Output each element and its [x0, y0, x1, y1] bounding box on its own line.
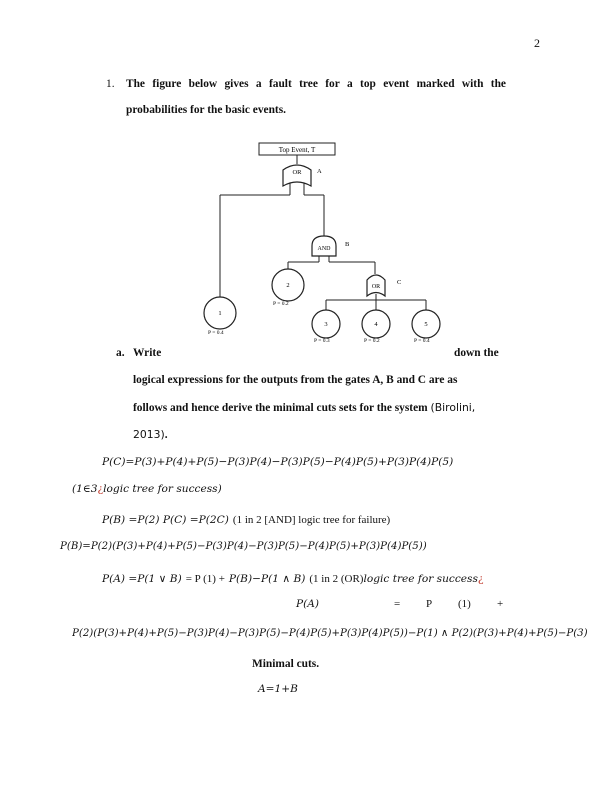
- eq-pa2-equals: =: [394, 598, 401, 610]
- part-a-line3-text: follows and hence derive the minimal cuts sets for the system: [133, 402, 428, 414]
- eq-pa-expanded: P(2)(P(3)+P(4)+P(5)−P(3)P(4)−P(3)P(5)−P(4)P(5)+P(3)P(4)P(5))−P(1) ∧ P(2)(P(3)+P(4)+P(5)−P(3): [72, 628, 588, 639]
- eq-pb-note: (1 in 2 [AND] logic tree for failure): [232, 514, 391, 526]
- gate-c-tag: C: [397, 279, 402, 286]
- eq-c-note-close: ): [217, 483, 222, 495]
- eq-pa-p1: = P (1) +: [185, 573, 225, 585]
- event-4-prob: P = 0.2: [364, 338, 380, 344]
- eq-pb-expanded: P(B)=P(2)(P(3)+P(4)+P(5)−P(3)P(4)−P(3)P(5)−P(4)P(5)+P(3)P(4)P(5)): [60, 541, 427, 552]
- eq-pa2-one: (1): [458, 598, 471, 610]
- question-number: 1.: [106, 78, 115, 90]
- and-gate-b-label: AND: [317, 246, 331, 252]
- eq-pc: P(C)=P(3)+P(4)+P(5)−P(3)P(4)−P(3)P(5)−P(4)P(5)+P(3)P(4)P(5): [102, 456, 454, 468]
- event-3-prob: P = 0.3: [314, 338, 330, 344]
- eq-pa-expanded-clip: [72, 628, 612, 639]
- eq-pa-note-text: logic tree for success: [363, 573, 478, 585]
- eq-c-note-open: (1∈3: [72, 483, 98, 495]
- eq-pa-note: (1 in 2 (OR): [309, 573, 364, 585]
- eq-pa2-plus: +: [497, 598, 504, 610]
- eq-pb-line: [102, 510, 390, 528]
- event-2-id: 2: [286, 282, 290, 289]
- eq-pa-note-glyph: ¿: [477, 573, 484, 585]
- gate-a-tag: A: [317, 168, 322, 175]
- minimal-cuts-heading: Minimal cuts.: [252, 658, 320, 670]
- part-a-down: down the: [454, 347, 499, 359]
- part-a-write: Write: [133, 347, 162, 359]
- event-5-prob: P = 0.4: [414, 338, 430, 344]
- or-gate-c-label: OR: [371, 284, 381, 290]
- fault-tree-figure: [186, 140, 444, 345]
- page-number: 2: [534, 36, 540, 50]
- event-4-id: 4: [374, 321, 378, 328]
- event-1-id: 1: [218, 310, 222, 317]
- or-gate-a-label: OR: [292, 169, 302, 176]
- citation-period: .: [164, 429, 168, 441]
- part-a-line4: [133, 421, 168, 449]
- eq-c-note-glyph: ¿: [97, 483, 104, 495]
- citation-year: 2013): [133, 428, 165, 441]
- question-1: [106, 71, 506, 123]
- eq-pa2-p: P: [426, 598, 433, 610]
- event-2-prob: P = 0.2: [273, 301, 289, 307]
- event-1-prob: P = 0.4: [208, 330, 224, 336]
- eq-c-note-text: logic tree for success: [103, 483, 218, 495]
- part-a-line2: logical expressions for the outputs from the gates A, B and C are as: [133, 374, 458, 386]
- event-5-id: 5: [424, 321, 428, 328]
- event-3-id: 3: [324, 321, 328, 328]
- gate-b-tag: B: [345, 241, 350, 248]
- eq-pa-rest: P(B)−P(1 ∧ B): [228, 573, 306, 585]
- part-a-label: a.: [116, 347, 125, 359]
- minimal-cuts-expr: A=1+B: [258, 683, 298, 695]
- top-event-label: Top Event, T: [278, 146, 316, 154]
- eq-pb: P(B) =P(2) P(C) =P(2C): [102, 514, 229, 526]
- eq-pa2-lhs: P(A): [296, 598, 320, 610]
- eq-pa: P(A) =P(1 ∨ B): [102, 573, 182, 585]
- part-a-line3: [133, 394, 475, 422]
- eq-pa-line: [102, 569, 484, 587]
- citation-birolini: (Birolini,: [430, 401, 476, 414]
- eq-c-note: [72, 483, 222, 495]
- question-text: The figure below gives a fault tree for a top event marked with the probabilities for the basic events.: [126, 78, 506, 116]
